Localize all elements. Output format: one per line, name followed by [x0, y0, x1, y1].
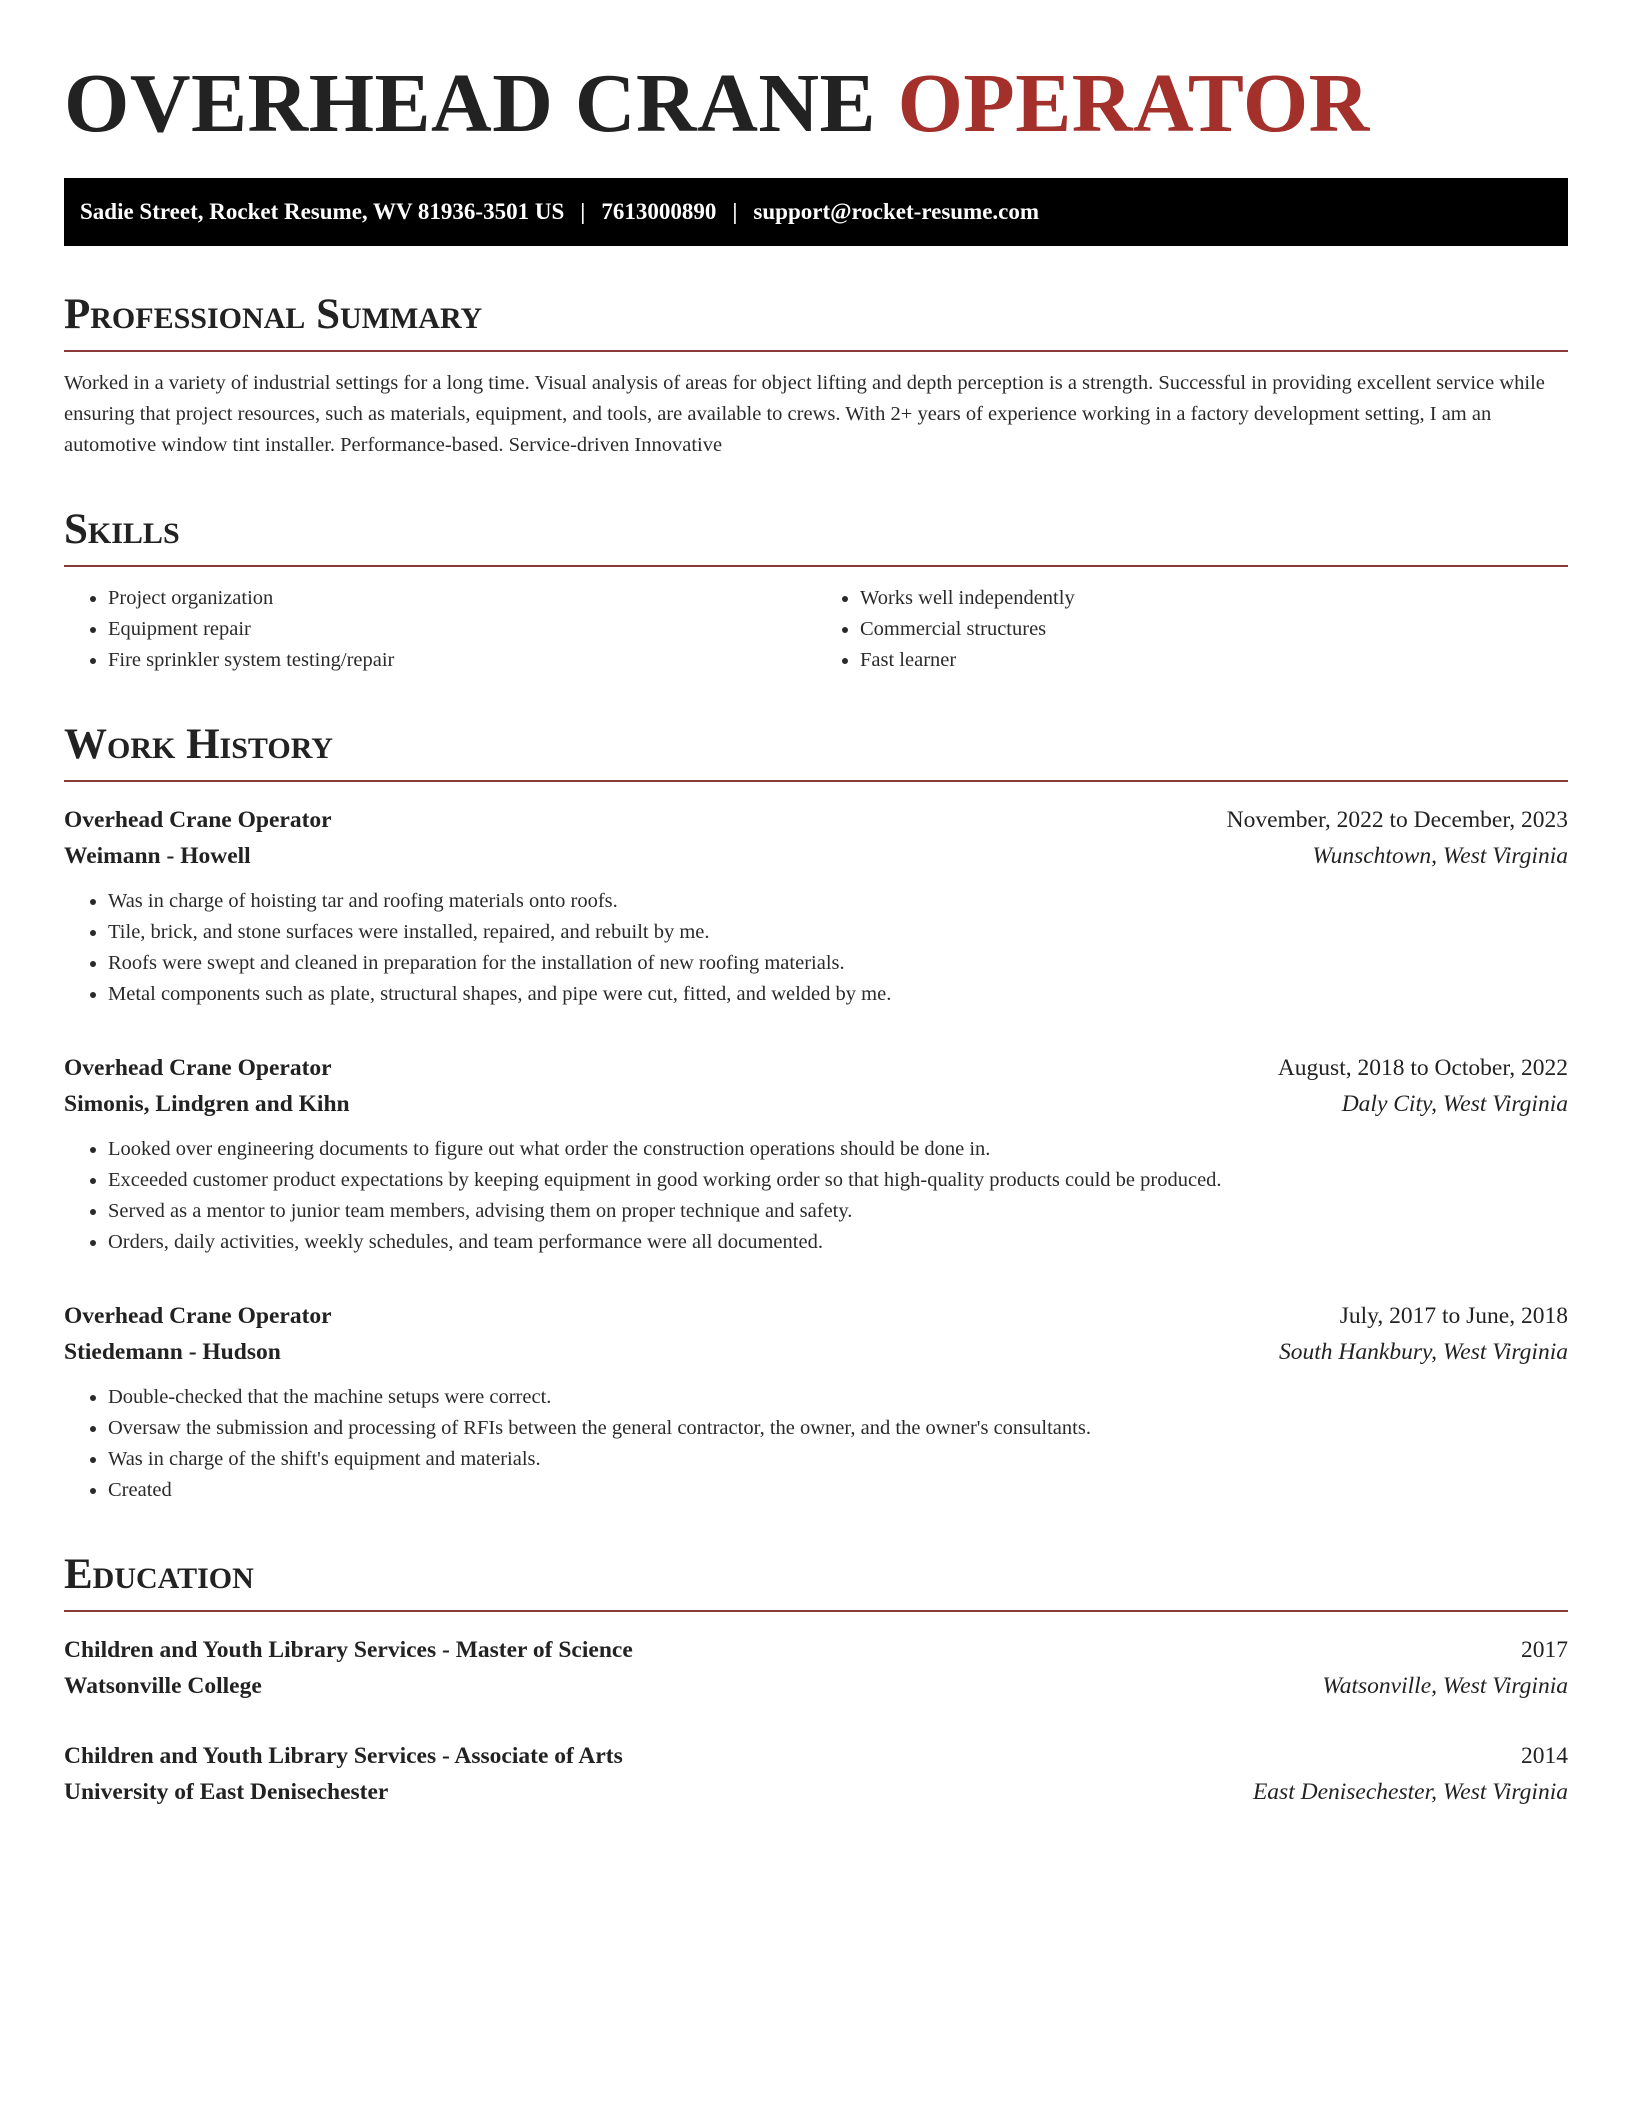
education-entry	[64, 1738, 1568, 1810]
job-duty: • Metal components such as plate, structural shapes, and pipe were cut, fitted, and welded by me.	[108, 979, 1568, 1010]
education-location: Watsonville, West Virginia	[1322, 1673, 1568, 1699]
job-duties	[64, 886, 1568, 1010]
job-title: Overhead Crane Operator	[64, 1055, 332, 1081]
job-duty: • Served as a mentor to junior team members, advising them on proper technique and safety.	[108, 1196, 1568, 1227]
job-dates: November, 2022 to December, 2023	[1226, 807, 1568, 833]
job-dates: August, 2018 to October, 2022	[1277, 1055, 1568, 1081]
candidate-name	[64, 56, 1568, 152]
education-location: East Denisechester, West Virginia	[1252, 1779, 1568, 1805]
summary-heading: Professional Summary	[64, 290, 1568, 352]
job-location: South Hankbury, West Virginia	[1279, 1339, 1568, 1365]
job-duty: • Was in charge of hoisting tar and roofing materials onto roofs.	[108, 886, 1568, 917]
skill-item: • Commercial structures	[860, 614, 1568, 645]
contact-phone[interactable]: 7613000890	[601, 199, 717, 224]
skill-item: • Works well independently	[860, 583, 1568, 614]
job-duty: • Was in charge of the shift's equipment and materials.	[108, 1444, 1568, 1475]
job-duty: • Orders, daily activities, weekly schedules, and team performance were all documented.	[108, 1227, 1568, 1258]
skills-heading: Skills	[64, 505, 1568, 567]
job-duties	[64, 1382, 1568, 1506]
job-title: Overhead Crane Operator	[64, 807, 332, 833]
contact-bar	[64, 178, 1568, 246]
job-duty: • Oversaw the submission and processing of RFIs between the general contractor, the owner, and the owner's consultants.	[108, 1413, 1568, 1444]
name-part-2: OPERATOR	[897, 57, 1370, 150]
job-location: Wunschtown, West Virginia	[1312, 843, 1568, 869]
job-entry	[64, 1050, 1568, 1258]
summary-text: Worked in a variety of industrial settings for a long time. Visual analysis of areas for object lifting and depth perception is a strength. Successful in providing excellent service while ensuring that project resources, such as materials, equipment, and tools, are available to crews. With 2+ years of experience working in a factory development setting, I am an automotive window tint installer. Performance-based. Service-driven Innovative	[64, 372, 1545, 456]
contact-separator: |	[580, 199, 586, 224]
job-company: Stiedemann - Hudson	[64, 1339, 281, 1365]
education-entry	[64, 1632, 1568, 1704]
contact-separator: |	[732, 199, 738, 224]
education-degree: Children and Youth Library Services - Associate of Arts	[64, 1743, 623, 1769]
job-location: Daly City, West Virginia	[1341, 1091, 1568, 1117]
education-school: University of East Denisechester	[64, 1779, 389, 1805]
job-entry	[64, 802, 1568, 1010]
contact-address: Sadie Street, Rocket Resume, WV 81936-3501 US	[80, 199, 565, 224]
work-history-heading: Work History	[64, 720, 1568, 782]
skill-item: • Fast learner	[860, 645, 1568, 676]
job-duty: • Double-checked that the machine setups were correct.	[108, 1382, 1568, 1413]
job-duty: • Roofs were swept and cleaned in preparation for the installation of new roofing materials.	[108, 948, 1568, 979]
education-school: Watsonville College	[64, 1673, 262, 1699]
name-part-1: OVERHEAD CRANE	[64, 57, 877, 150]
education-year: 2014	[1521, 1743, 1568, 1769]
contact-email[interactable]: support@rocket-resume.com	[753, 199, 1040, 224]
skills-column-2	[816, 583, 1568, 676]
education-heading: Education	[64, 1550, 1568, 1612]
job-duty: • Tile, brick, and stone surfaces were installed, repaired, and rebuilt by me.	[108, 917, 1568, 948]
job-duty: • Exceeded customer product expectations by keeping equipment in good working order so that high-quality products could be produced.	[108, 1165, 1568, 1196]
skills-list	[64, 583, 1568, 676]
education-degree: Children and Youth Library Services - Master of Science	[64, 1637, 633, 1663]
job-entry	[64, 1298, 1568, 1506]
education-year: 2017	[1521, 1637, 1568, 1663]
skill-item: • Project organization	[108, 583, 816, 614]
job-company: Simonis, Lindgren and Kihn	[64, 1091, 350, 1117]
job-title: Overhead Crane Operator	[64, 1303, 332, 1329]
skill-item: • Fire sprinkler system testing/repair	[108, 645, 816, 676]
job-duty: • Looked over engineering documents to figure out what order the construction operations should be done in.	[108, 1134, 1568, 1165]
skill-item: • Equipment repair	[108, 614, 816, 645]
skills-column-1	[64, 583, 816, 676]
job-dates: July, 2017 to June, 2018	[1339, 1303, 1568, 1329]
job-company: Weimann - Howell	[64, 843, 251, 869]
job-duty: • Created	[108, 1475, 1568, 1506]
job-duties	[64, 1134, 1568, 1258]
